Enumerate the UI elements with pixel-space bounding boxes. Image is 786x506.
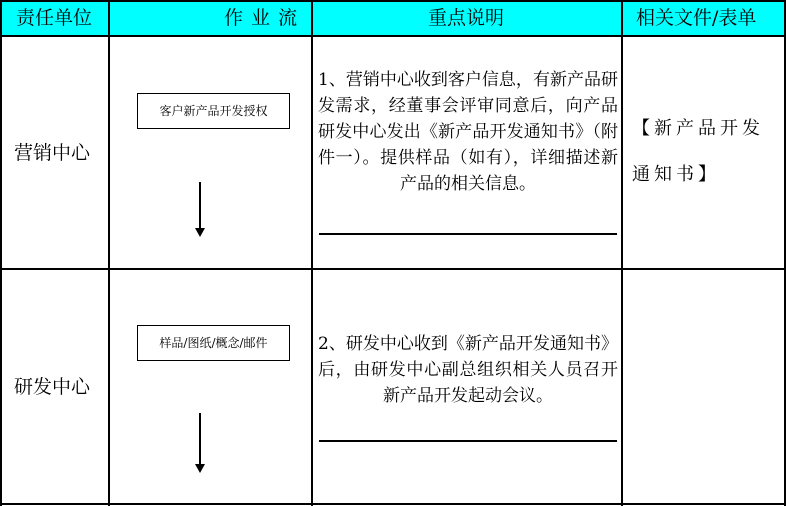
description-underline-1	[319, 233, 617, 235]
flow-step-customer-authorization: 客户新产品开发授权	[137, 93, 290, 129]
description-step-2: 2、研发中心收到《新产品开发通知书》后，由研发中心副总组织相关人员召开新产品开发起动会议。	[318, 334, 618, 406]
flow-arrow-shaft	[199, 413, 201, 464]
flow-arrow-head	[195, 464, 205, 473]
row-divider	[0, 268, 786, 270]
column-divider-3	[621, 0, 623, 506]
flow-arrow-shaft	[199, 182, 201, 228]
header-notes: 重点说明	[428, 7, 505, 29]
column-divider-1	[108, 0, 110, 506]
department-marketing: 营销中心	[14, 142, 91, 164]
table-left-border	[0, 0, 2, 506]
header-bottom-border	[0, 35, 786, 37]
flow-arrow-head	[195, 228, 205, 237]
header-docs: 相关文件/表单	[636, 7, 757, 29]
header-flow: 作 业 流	[224, 7, 299, 29]
department-rnd: 研发中心	[14, 376, 91, 398]
description-underline-2	[319, 440, 617, 442]
description-step-1: 1、营销中心收到客户信息，有新产品研发需求，经董事会评审同意后，向产品研发中心发出《新产品开发通知书》（附件一）。提供样品（如有），详细描述新产品的相关信息。	[318, 70, 618, 194]
flow-step-sample-materials: 样品/图纸/概念/邮件	[137, 325, 290, 361]
table-bottom-border	[0, 503, 786, 505]
header-department: 责任单位	[16, 7, 93, 29]
related-doc-notice: 【新产品开发通知书】	[632, 118, 764, 185]
column-divider-2	[311, 0, 313, 506]
table-top-border	[0, 0, 786, 2]
